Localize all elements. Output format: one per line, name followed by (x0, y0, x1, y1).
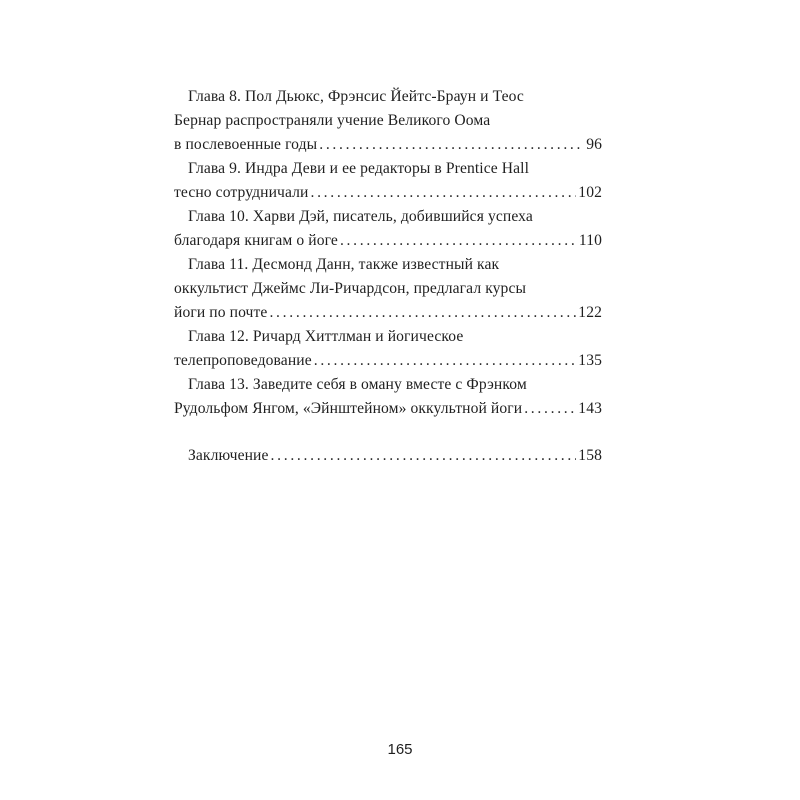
toc-entry-leader-line (174, 444, 602, 468)
toc-entry-leader-line (174, 133, 602, 157)
toc-entry-conclusion (174, 444, 602, 468)
dot-leader (340, 229, 577, 253)
toc-entry-chapter-8 (174, 85, 602, 157)
toc-entry-title: Бернар распространяли учение Великого Оома (174, 112, 491, 129)
toc-entry-title-end: Рудольфом Янгом, «Эйнштейном» оккультной йоги (174, 400, 523, 417)
toc-entry-title: Глава 12. Ричард Хиттлман и йогическое (188, 328, 464, 345)
toc-page-number: 158 (578, 447, 602, 464)
toc-entry-chapter-11 (174, 253, 602, 325)
toc-page-number: 96 (586, 136, 602, 153)
toc-page-number: 102 (578, 184, 602, 201)
toc-entry-leader-line (174, 301, 602, 325)
toc-entry-leader-line (174, 349, 602, 373)
toc-entry-text-line (174, 253, 602, 277)
toc-entry-title: Заключение (188, 447, 269, 464)
toc-entry-title: Глава 11. Десмонд Данн, также известный как (188, 256, 500, 273)
toc-entry-title: Глава 9. Индра Деви и ее редакторы в Prentice Hall (188, 160, 530, 177)
toc-entry-title-end: телепроповедование (174, 352, 312, 369)
dot-leader (310, 181, 576, 205)
toc-page-number: 122 (578, 304, 602, 321)
toc-entry-title-end: тесно сотрудничали (174, 184, 309, 201)
dot-leader (314, 349, 577, 373)
toc-entry-leader-line (174, 229, 602, 253)
dot-leader (319, 133, 584, 157)
dot-leader (269, 301, 576, 325)
toc-entry-title: Глава 8. Пол Дьюкс, Фрэнсис Йейтс-Браун и Теос (188, 88, 524, 105)
dot-leader (271, 444, 577, 468)
toc-entry-chapter-12 (174, 325, 602, 373)
table-of-contents (174, 85, 602, 468)
toc-entry-title-end: в послевоенные годы (174, 136, 318, 153)
toc-entry-text-line (174, 85, 602, 109)
toc-entry-title-end: благодаря книгам о йоге (174, 232, 338, 249)
page-number: 165 (387, 741, 413, 758)
section-spacer (174, 421, 602, 444)
toc-entry-text-line (174, 373, 602, 397)
toc-entry-text-line (174, 277, 602, 301)
toc-entry-title: Глава 13. Заведите себя в оману вместе с Фрэнком (188, 376, 527, 393)
toc-entry-leader-line (174, 397, 602, 421)
toc-entry-text-line (174, 109, 602, 133)
toc-entry-chapter-13 (174, 373, 602, 421)
toc-entry-leader-line (174, 181, 602, 205)
toc-entry-title: оккультист Джеймс Ли-Ричардсон, предлагал курсы (174, 280, 527, 297)
toc-page-number: 135 (578, 352, 602, 369)
toc-entry-text-line (174, 325, 602, 349)
toc-page-number: 143 (578, 400, 602, 417)
toc-page-number: 110 (578, 232, 602, 249)
toc-entry-text-line (174, 157, 602, 181)
toc-entry-title-end: йоги по почте (174, 304, 268, 321)
dot-leader (524, 397, 576, 421)
toc-entry-title: Глава 10. Харви Дэй, писатель, добившийся успеха (188, 208, 533, 225)
toc-entry-chapter-9 (174, 157, 602, 205)
toc-entry-text-line (174, 205, 602, 229)
toc-entry-chapter-10 (174, 205, 602, 253)
